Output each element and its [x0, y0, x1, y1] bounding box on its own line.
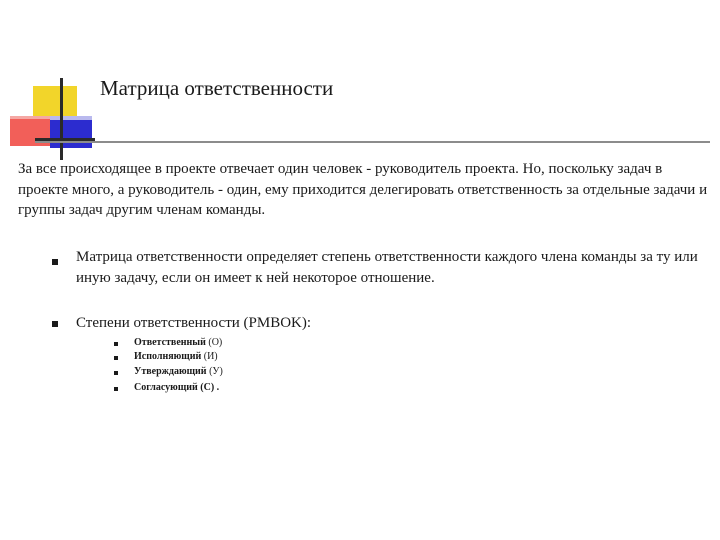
role-name: Согласующий	[134, 382, 198, 393]
role-code: (У)	[209, 366, 223, 377]
role-item-responsible	[134, 336, 222, 350]
bullet-text-2: Степени ответственности (PMBOK):	[76, 315, 312, 331]
role-item-approver	[134, 365, 223, 379]
decorative-corner-blocks	[0, 0, 110, 170]
blue-fade-block	[50, 116, 92, 120]
bullet-marker-1	[52, 259, 58, 265]
role-name: Утверждающий	[134, 366, 207, 377]
bullet-text-1: Матрица ответственности определяет степень ответственности каждого члена команды за ту или иную задачу, если он имеет к ней некоторое отношение.	[76, 249, 698, 286]
intro-paragraph: За все происходящее в проекте отвечает один человек - руководитель проекта. Но, поскольку задач в проекте много, а руководитель - один, ему приходится делегировать ответственность за отдельные задачи и группы задач другим членам команды.	[18, 161, 708, 218]
role-code: (О)	[208, 337, 223, 348]
sub-bullet-marker-1	[114, 342, 118, 346]
role-item-consulted	[134, 381, 219, 395]
yellow-block	[33, 86, 77, 116]
blue-block	[50, 118, 92, 148]
title-underline	[35, 141, 710, 143]
sub-bullet-marker-4	[114, 387, 118, 391]
vertical-rule	[60, 78, 63, 160]
role-code: (С) .	[200, 382, 220, 393]
role-name: Ответственный	[134, 337, 206, 348]
bullet-marker-2	[52, 321, 58, 327]
role-code: (И)	[203, 351, 218, 362]
pink-fade-block	[10, 116, 52, 119]
sub-bullet-marker-3	[114, 371, 118, 375]
role-name: Исполняющий	[134, 351, 202, 362]
role-item-performer	[134, 350, 218, 364]
slide-title: Матрица ответственности	[100, 76, 334, 100]
sub-bullet-marker-2	[114, 356, 118, 360]
